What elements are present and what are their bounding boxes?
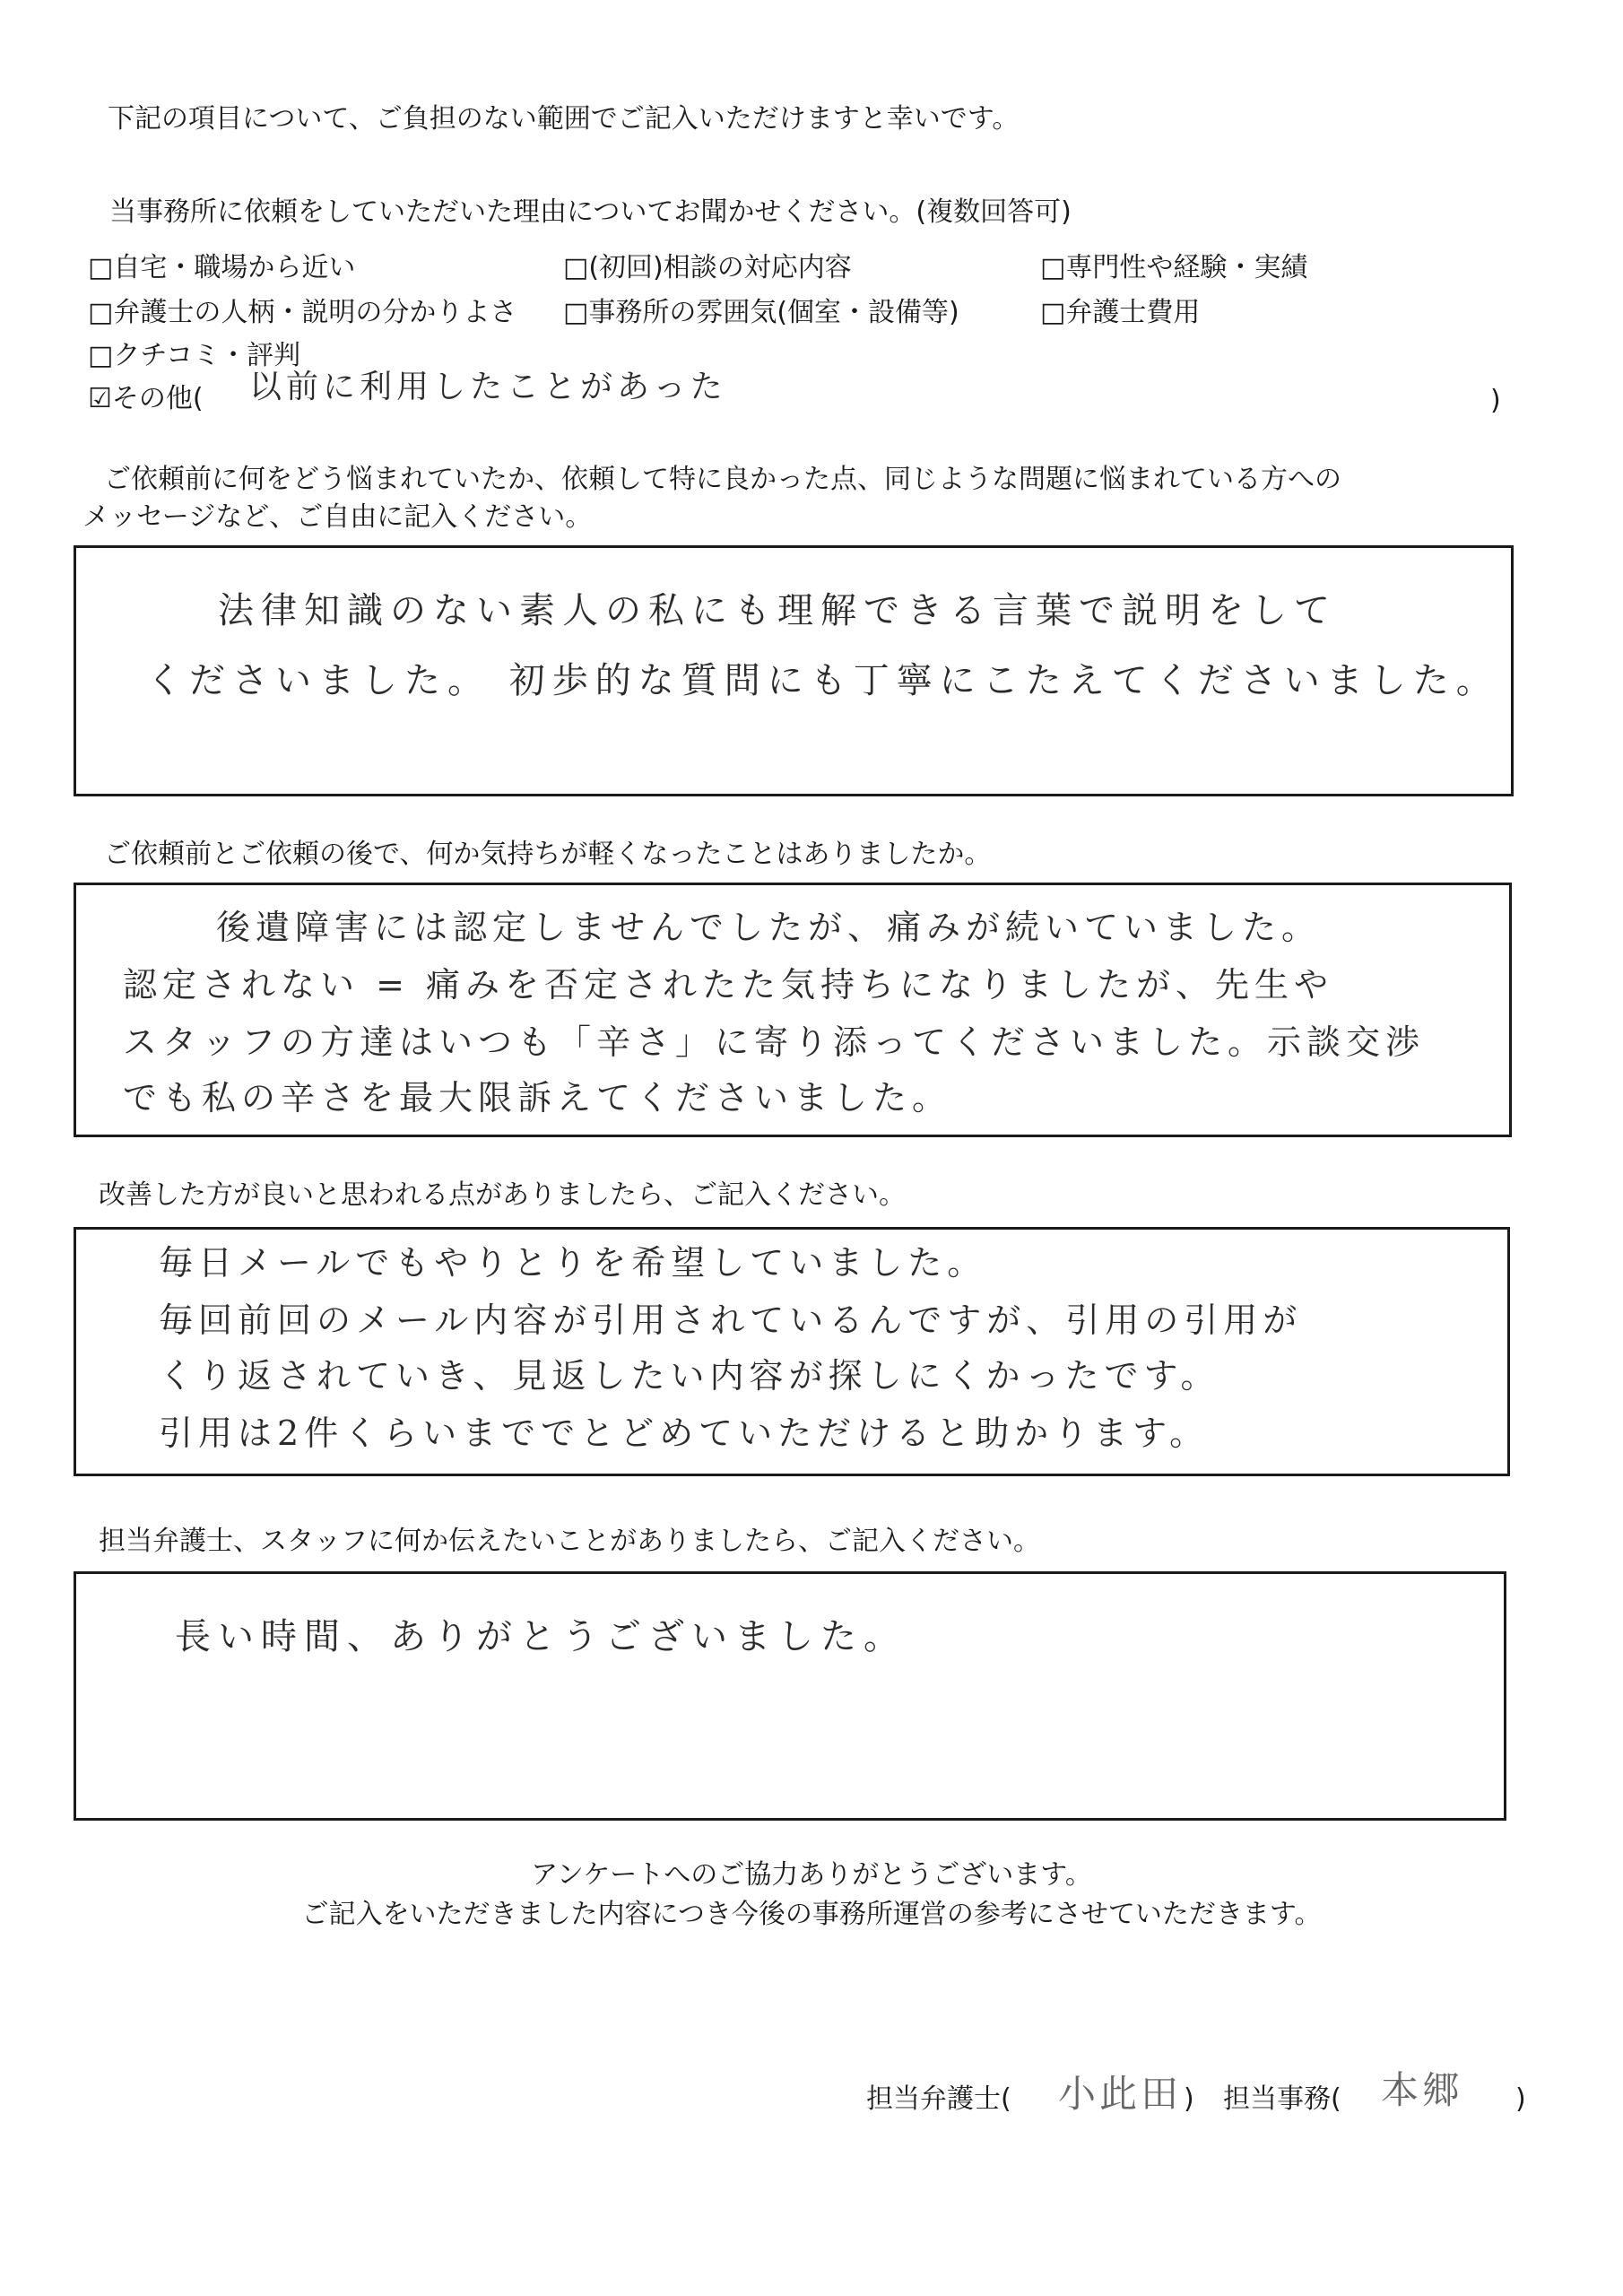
q3-answer-line-3: スタッフの方達はいつも「辛さ」に寄り添ってくださいました。示談交渉: [123, 1022, 1426, 1062]
q2-answer-line-2: くださいました。 初歩的な質問にも丁寧にこたえてくださいました。: [146, 660, 1499, 701]
q1-option-reviews[interactable]: □クチコミ・評判: [88, 340, 301, 371]
footer-note: ご記入をいただきました内容につき今後の事務所運営の参考にさせていただきます。: [301, 1899, 1322, 1930]
q5-answer-line-1: 長い時間、ありがとうございました。: [175, 1616, 907, 1657]
lawyer-close-paren: ): [1184, 2083, 1194, 2115]
q1-option-consult-response[interactable]: □(初回)相談の対応内容: [563, 252, 852, 283]
q3-answer-line-4: でも私の辛さを最大限訴えてくださいました。: [123, 1078, 952, 1118]
q3-answer-box: [74, 883, 1512, 1137]
q1-other-answer: 以前に利用したことがあった: [249, 369, 727, 405]
q2-question-line1: ご依頼前に何をどう悩まれていたか、依頼して特に良かった点、同じような問題に悩まれている方への: [104, 464, 1341, 495]
q2-question-line2: メッセージなど、ご自由に記入ください。: [82, 501, 593, 533]
q1-option-near-home[interactable]: □自宅・職場から近い: [88, 252, 356, 283]
q3-question: ご依頼前とご依頼の後で、何か気持ちが軽くなったことはありましたか。: [104, 839, 992, 870]
q2-answer-line-1: 法律知識のない素人の私にも理解できる言葉で説明をして: [218, 590, 1337, 631]
q3-answer-line-2: 認定されない = 痛みを否定されたた気持ちになりましたが、先生や: [123, 965, 1334, 1004]
q4-answer-line-2: 毎回前回のメール内容が引用されているんですが、引用の引用が: [159, 1300, 1303, 1340]
lawyer-name: 小此田: [1058, 2072, 1183, 2116]
q1-option-lawyer-fees[interactable]: □弁護士費用: [1040, 297, 1201, 328]
q2-answer-box: [74, 545, 1514, 796]
q1-question: 当事務所に依頼をしていただいた理由についてお聞かせください。(複数回答可): [109, 196, 1072, 228]
footer-thanks: アンケートへのご協力ありがとうございます。: [531, 1859, 1092, 1891]
q4-answer-line-4: 引用は2件くらいまででとどめていただけると助かります。: [159, 1413, 1210, 1453]
lawyer-label: 担当弁護士(: [866, 2083, 1011, 2115]
q1-option-other[interactable]: ☑その他(: [88, 383, 204, 414]
q4-answer-line-3: くり返されていき、見返したい内容が探しにくかったです。: [159, 1356, 1220, 1396]
q1-option-office-atmosphere[interactable]: □事務所の雰囲気(個室・設備等): [563, 297, 959, 328]
q1-other-close-paren: ): [1490, 385, 1501, 416]
q4-answer-box: [74, 1227, 1510, 1476]
q1-option-lawyer-personality[interactable]: □弁護士の人柄・説明の分かりよさ: [88, 297, 517, 328]
q5-question: 担当弁護士、スタッフに何か伝えたいことがありましたら、ご記入ください。: [99, 1526, 1040, 1557]
staff-label: 担当事務(: [1223, 2083, 1341, 2115]
intro-text: 下記の項目について、ご負担のない範囲でご記入いただけますと幸いです。: [108, 103, 1020, 135]
staff-close-paren: ): [1515, 2083, 1526, 2115]
staff-name: 本郷: [1381, 2068, 1464, 2112]
q1-option-expertise[interactable]: □専門性や経験・実績: [1040, 252, 1308, 283]
q4-question: 改善した方が良いと思われる点がありましたら、ご記入ください。: [99, 1179, 906, 1211]
q5-answer-box: [74, 1571, 1506, 1821]
q4-answer-line-1: 毎日メールでもやりとりを希望していました。: [159, 1243, 987, 1283]
q3-answer-line-1: 後遺障害には認定しませんでしたが、痛みが続いていました。: [216, 908, 1322, 947]
